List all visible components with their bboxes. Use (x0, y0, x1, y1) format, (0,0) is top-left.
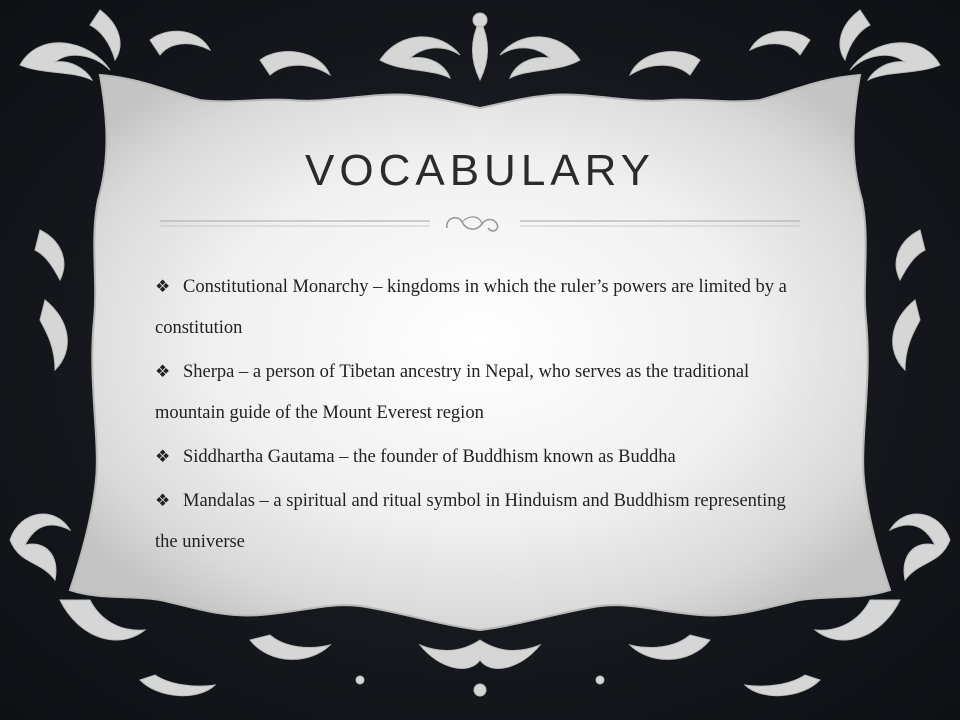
diamond-bullet-icon: ❖ (155, 277, 171, 296)
list-item (155, 436, 805, 478)
list-item (155, 480, 805, 563)
diamond-bullet-icon: ❖ (155, 447, 171, 466)
list-item-text: Siddhartha Gautama – the founder of Buddhism known as Buddha (183, 447, 676, 467)
list-item (155, 351, 805, 434)
list-item-text: Constitutional Monarchy – kingdoms in which the ruler’s powers are limited by a constitution (155, 277, 787, 338)
diamond-bullet-icon: ❖ (155, 491, 171, 510)
list-item-text: Mandalas – a spiritual and ritual symbol in Hinduism and Buddhism representing the universe (155, 491, 786, 552)
diamond-bullet-icon: ❖ (155, 362, 171, 381)
list-item (155, 266, 805, 349)
slide-title: VOCABULARY (305, 146, 655, 195)
list-item-text: Sherpa – a person of Tibetan ancestry in Nepal, who serves as the traditional mountain guide of the Mount Everest region (155, 362, 750, 423)
vocabulary-list (155, 266, 805, 563)
